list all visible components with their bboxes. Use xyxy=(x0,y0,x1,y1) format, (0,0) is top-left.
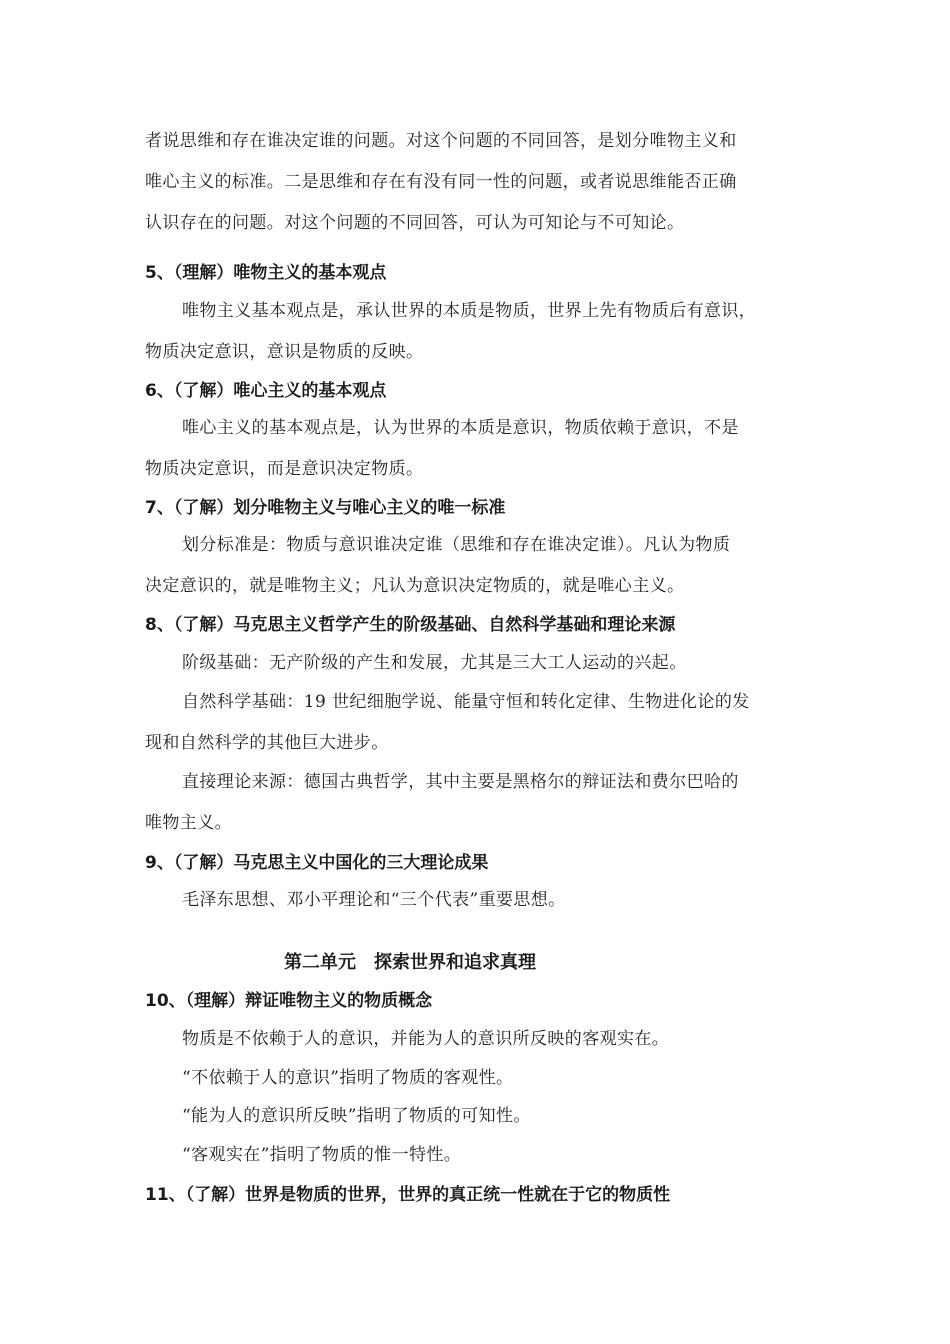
paragraph-line: 划分标准是：物质与意识谁决定谁（思维和存在谁决定谁）。凡认为物质 xyxy=(182,535,731,555)
heading-5: 5、（理解）唯物主义的基本观点 xyxy=(145,263,387,283)
heading-6: 6、（了解）唯心主义的基本观点 xyxy=(145,381,387,401)
paragraph-line: “不依赖于人的意识”指明了物质的客观性。 xyxy=(182,1068,514,1088)
paragraph-line: 唯心主义的基本观点是，认为世界的本质是意识，物质依赖于意识，不是 xyxy=(182,418,739,438)
paragraph-line: 唯物主义基本观点是，承认世界的本质是物质，世界上先有物质后有意识， xyxy=(182,301,757,321)
paragraph-line: 直接理论来源：德国古典哲学，其中主要是黑格尔的辩证法和费尔巴哈的 xyxy=(182,772,739,792)
intro-line-1: 者说思维和存在谁决定谁的问题。对这个问题的不同回答，是划分唯物主义和 xyxy=(145,131,737,151)
paragraph-line: 物质决定意识，意识是物质的反映。 xyxy=(145,342,424,362)
paragraph-line: 决定意识的，就是唯物主义；凡认为意识决定物质的，就是唯心主义。 xyxy=(145,576,685,596)
heading-10: 10、（理解）辩证唯物主义的物质概念 xyxy=(145,991,433,1011)
paragraph-line: 自然科学基础：19 世纪细胞学说、能量守恒和转化定律、生物进化论的发 xyxy=(182,692,750,712)
heading-8: 8、（了解）马克思主义哲学产生的阶级基础、自然科学基础和理论来源 xyxy=(145,615,676,635)
paragraph-line: 现和自然科学的其他巨大进步。 xyxy=(145,733,389,753)
paragraph-line: 毛泽东思想、邓小平理论和“三个代表”重要思想。 xyxy=(182,890,566,910)
paragraph-line: 物质决定意识，而是意识决定物质。 xyxy=(145,459,424,479)
paragraph-line: “客观实在”指明了物质的惟一特性。 xyxy=(182,1145,462,1165)
paragraph-line: “能为人的意识所反映”指明了物质的可知性。 xyxy=(182,1106,531,1126)
section-title: 第二单元 探索世界和追求真理 xyxy=(284,952,536,973)
intro-line-2: 唯心主义的标准。二是思维和存在有没有同一性的问题，或者说思维能否正确 xyxy=(145,172,737,192)
paragraph-line: 唯物主义。 xyxy=(145,813,232,833)
heading-11: 11、（了解）世界是物质的世界，世界的真正统一性就在于它的物质性 xyxy=(145,1185,671,1205)
heading-7: 7、（了解）划分唯物主义与唯心主义的唯一标准 xyxy=(145,498,506,518)
intro-line-3: 认识存在的问题。对这个问题的不同回答，可认为可知论与不可知论。 xyxy=(145,213,685,233)
paragraph-line: 阶级基础：无产阶级的产生和发展，尤其是三大工人运动的兴起。 xyxy=(182,653,687,673)
paragraph-line: 物质是不依赖于人的意识，并能为人的意识所反映的客观实在。 xyxy=(182,1029,670,1049)
heading-9: 9、（了解）马克思主义中国化的三大理论成果 xyxy=(145,853,489,873)
